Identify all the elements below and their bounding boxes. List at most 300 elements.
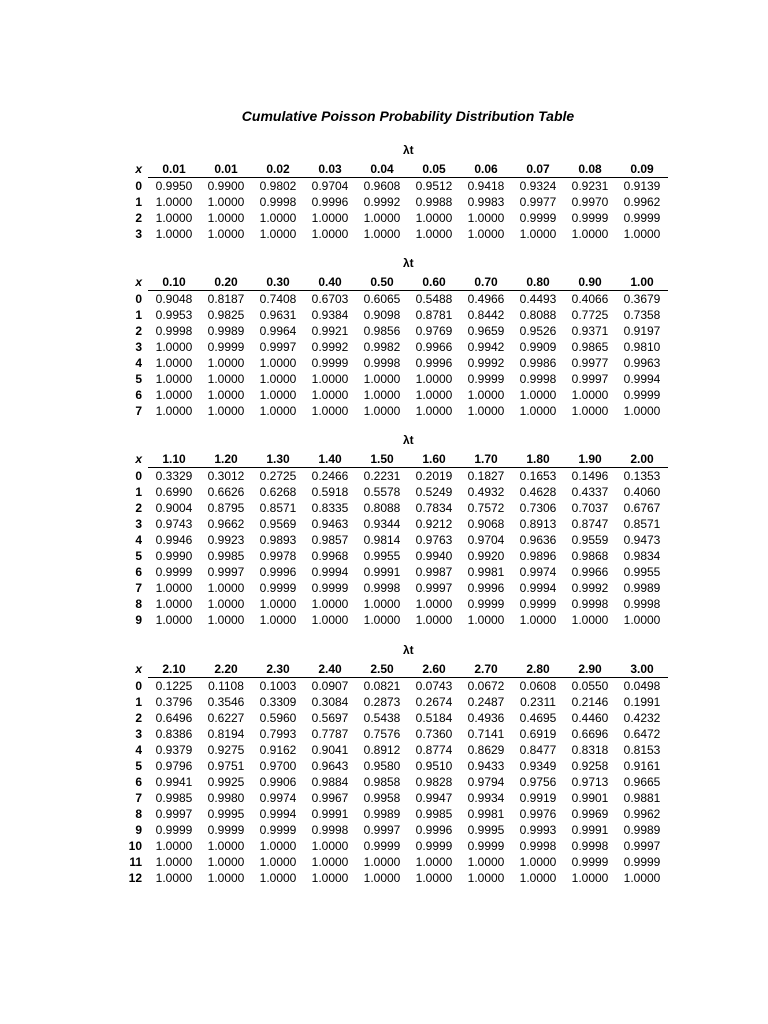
probability-cell: 0.6767 [623,501,661,515]
x-value-cell: 6 [135,775,142,789]
probability-cell: 0.9998 [311,823,349,837]
probability-cell: 0.9713 [571,775,609,789]
probability-cell: 0.9796 [155,759,193,773]
table-row [120,194,668,210]
probability-cell: 0.9989 [207,324,245,338]
probability-cell: 0.8913 [519,517,557,531]
probability-cell: 1.0000 [311,839,349,853]
x-value-cell: 7 [135,581,142,595]
probability-cell: 0.2019 [415,469,453,483]
table-row [120,291,668,308]
probability-cell: 0.9896 [519,549,557,563]
probability-cell: 0.9999 [623,211,661,225]
probability-cell: 0.9970 [571,195,609,209]
probability-cell: 1.0000 [207,404,245,418]
probability-cell: 0.9967 [311,791,349,805]
probability-cell: 1.0000 [311,372,349,386]
table-row [120,612,668,628]
probability-cell: 0.9950 [155,179,193,193]
probability-cell: 0.6990 [155,485,193,499]
probability-cell: 1.0000 [571,404,609,418]
lambda-header-cell: 0.02 [252,161,304,178]
x-value-cell: 3 [135,227,142,241]
lambda-t-label: λt [403,256,414,270]
x-value-cell: 0 [135,178,142,193]
probability-cell: 0.9982 [363,340,401,354]
probability-cell: 0.9962 [623,195,661,209]
lambda-header-cell: 1.90 [564,451,616,468]
table-row [120,210,668,226]
x-value-cell: 3 [135,727,142,741]
probability-cell: 0.9662 [207,517,245,531]
probability-cell: 0.9999 [415,839,453,853]
probability-cell: 0.9934 [467,791,505,805]
probability-cell: 0.5697 [311,711,349,725]
probability-cell: 0.8912 [363,743,401,757]
lambda-header-cell: 1.00 [616,274,668,291]
probability-cell: 1.0000 [155,581,193,595]
lambda-header-cell: 0.01 [200,161,252,178]
probability-cell: 1.0000 [415,211,453,225]
probability-cell: 1.0000 [363,227,401,241]
lambda-header-cell: 1.10 [148,451,200,468]
probability-cell: 0.6227 [207,711,245,725]
probability-cell: 0.8088 [519,308,557,322]
probability-cell: 0.9814 [363,533,401,547]
probability-cell: 1.0000 [519,404,557,418]
probability-cell: 0.9992 [467,356,505,370]
probability-cell: 0.9856 [363,324,401,338]
x-value-cell: 1 [135,308,142,322]
probability-cell: 0.9212 [415,517,453,531]
probability-cell: 0.9901 [571,791,609,805]
probability-cell: 0.9041 [311,743,349,757]
table-row [120,710,668,726]
probability-cell: 0.4932 [467,485,505,499]
lambda-header-cell: 2.40 [304,661,356,678]
probability-cell: 0.7358 [623,308,661,322]
probability-cell: 0.9999 [571,211,609,225]
probability-cell: 0.2146 [571,695,609,709]
probability-cell: 0.9756 [519,775,557,789]
table-row [120,580,668,596]
probability-cell: 0.9997 [415,581,453,595]
table-row [120,403,668,419]
probability-cell: 0.1353 [623,469,661,483]
x-value-cell: 5 [135,759,142,773]
probability-cell: 0.9947 [415,791,453,805]
probability-cell: 0.7141 [467,727,505,741]
lambda-header-cell: 0.07 [512,161,564,178]
probability-cell: 0.9418 [467,179,505,193]
probability-cell: 0.8187 [207,292,245,306]
probability-cell: 0.9955 [363,549,401,563]
probability-cell: 1.0000 [155,404,193,418]
probability-cell: 0.9991 [311,807,349,821]
lambda-header-cell: 3.00 [616,661,668,678]
lambda-t-label: λt [403,433,414,447]
probability-cell: 0.7408 [259,292,297,306]
x-value-cell: 5 [135,549,142,563]
probability-cell: 0.9964 [259,324,297,338]
probability-cell: 0.3084 [311,695,349,709]
probability-cell: 0.9999 [155,823,193,837]
lambda-t-label: λt [403,143,414,157]
probability-cell: 0.4695 [519,711,557,725]
header-row [120,451,668,468]
probability-cell: 0.9977 [519,195,557,209]
probability-cell: 0.1108 [208,679,244,693]
probability-cell: 1.0000 [467,613,505,627]
probability-cell: 1.0000 [311,388,349,402]
probability-cell: 0.9994 [259,807,297,821]
poisson-table [120,661,668,886]
probability-cell: 0.9834 [623,549,661,563]
x-value-cell: 7 [135,791,142,805]
probability-cell: 1.0000 [259,855,297,869]
probability-cell: 0.3796 [155,695,193,709]
probability-cell: 0.6703 [311,292,349,306]
probability-cell: 0.9974 [259,791,297,805]
probability-cell: 0.9998 [155,324,193,338]
table-row [120,822,668,838]
probability-cell: 0.1496 [571,469,609,483]
table-row [120,758,668,774]
probability-cell: 1.0000 [415,227,453,241]
probability-cell: 0.6696 [571,727,609,741]
x-value-cell: 5 [135,372,142,386]
x-value-cell: 0 [135,678,142,693]
probability-cell: 0.9631 [259,308,297,322]
x-value-cell: 3 [135,517,142,531]
probability-cell: 1.0000 [155,855,193,869]
probability-cell: 1.0000 [155,356,193,370]
probability-cell: 0.9810 [623,340,661,354]
probability-cell: 0.9665 [623,775,661,789]
table-row [120,323,668,339]
lambda-header-cell: 1.60 [408,451,460,468]
probability-cell: 0.9997 [623,839,661,853]
probability-cell: 0.9955 [623,565,661,579]
probability-cell: 0.9998 [519,839,557,853]
probability-cell: 1.0000 [571,388,609,402]
probability-cell: 0.8571 [623,517,661,531]
x-value-cell: 12 [128,871,142,885]
probability-cell: 0.9999 [259,581,297,595]
probability-cell: 0.4966 [467,292,505,306]
lambda-header-cell: 0.50 [356,274,408,291]
probability-cell: 1.0000 [623,404,661,418]
lambda-header-cell: 0.04 [356,161,408,178]
probability-cell: 0.9048 [155,292,193,306]
table-row [120,371,668,387]
probability-cell: 0.9700 [259,759,297,773]
probability-cell: 0.2466 [311,469,349,483]
x-value-cell: 0 [135,468,142,483]
x-column-header: x [135,162,142,177]
lambda-header-cell: 1.40 [304,451,356,468]
probability-cell: 1.0000 [415,871,453,885]
lambda-header-cell: 0.08 [564,161,616,178]
table-row [120,516,668,532]
lambda-header-cell: 2.70 [460,661,512,678]
probability-cell: 0.9868 [571,549,609,563]
x-value-cell: 1 [135,695,142,709]
probability-cell: 1.0000 [363,404,401,418]
probability-cell: 0.9978 [259,549,297,563]
probability-cell: 0.9989 [623,581,661,595]
probability-cell: 0.9559 [571,533,609,547]
probability-cell: 1.0000 [207,871,245,885]
lambda-header-cell: 1.80 [512,451,564,468]
probability-cell: 1.0000 [363,871,401,885]
probability-cell: 0.9825 [207,308,245,322]
probability-cell: 0.9997 [259,340,297,354]
lambda-header-cell: 0.01 [148,161,200,178]
table-row [120,387,668,403]
probability-cell: 0.7725 [571,308,609,322]
probability-cell: 0.9999 [311,581,349,595]
probability-cell: 0.9828 [415,775,453,789]
probability-cell: 1.0000 [467,855,505,869]
probability-cell: 0.9998 [363,356,401,370]
probability-cell: 0.6919 [519,727,557,741]
probability-cell: 0.9324 [519,179,557,193]
probability-cell: 1.0000 [207,195,245,209]
probability-cell: 0.1991 [623,695,661,709]
probability-cell: 1.0000 [519,227,557,241]
x-value-cell: 2 [135,501,142,515]
probability-cell: 1.0000 [155,871,193,885]
probability-cell: 0.9977 [571,356,609,370]
probability-cell: 0.9161 [623,759,661,773]
probability-cell: 1.0000 [467,404,505,418]
probability-cell: 0.9995 [207,807,245,821]
probability-cell: 0.3329 [155,469,193,483]
probability-cell: 0.9900 [207,179,245,193]
lambda-header-cell: 0.03 [304,161,356,178]
probability-cell: 0.9981 [467,565,505,579]
probability-cell: 0.9004 [155,501,193,515]
probability-cell: 0.9974 [519,565,557,579]
table-row [120,532,668,548]
probability-cell: 0.4493 [519,292,557,306]
probability-cell: 1.0000 [311,597,349,611]
probability-cell: 1.0000 [571,871,609,885]
probability-cell: 0.4066 [571,292,609,306]
probability-cell: 0.3012 [207,469,245,483]
probability-cell: 0.9986 [519,356,557,370]
probability-cell: 0.9989 [363,807,401,821]
x-value-cell: 6 [135,565,142,579]
probability-cell: 0.9743 [155,517,193,531]
probability-cell: 0.9344 [363,517,401,531]
probability-cell: 1.0000 [311,211,349,225]
probability-cell: 1.0000 [467,871,505,885]
probability-cell: 1.0000 [623,227,661,241]
probability-cell: 1.0000 [363,211,401,225]
table-row [120,838,668,854]
probability-cell: 0.7360 [415,727,453,741]
probability-cell: 0.9997 [207,565,245,579]
probability-cell: 1.0000 [363,388,401,402]
probability-cell: 0.1225 [155,679,193,693]
probability-cell: 0.5438 [363,711,401,725]
probability-cell: 0.9985 [415,807,453,821]
x-value-cell: 2 [135,324,142,338]
probability-cell: 0.1653 [519,469,557,483]
probability-cell: 1.0000 [519,388,557,402]
probability-cell: 1.0000 [311,227,349,241]
probability-cell: 1.0000 [207,388,245,402]
probability-cell: 0.9980 [207,791,245,805]
probability-cell: 0.5918 [311,485,349,499]
probability-cell: 1.0000 [519,855,557,869]
x-value-cell: 4 [135,533,142,547]
probability-cell: 0.9769 [415,324,453,338]
page-title: Cumulative Poisson Probability Distribution Table [241,108,575,124]
probability-cell: 0.7037 [571,501,609,515]
probability-cell: 0.9997 [571,372,609,386]
probability-cell: 0.9998 [623,597,661,611]
probability-cell: 0.9962 [623,807,661,821]
probability-cell: 0.0821 [363,679,401,693]
x-value-cell: 0 [135,291,142,306]
probability-cell: 0.9998 [259,195,297,209]
probability-cell: 0.9993 [519,823,557,837]
probability-cell: 1.0000 [519,871,557,885]
probability-cell: 0.9794 [467,775,505,789]
probability-cell: 0.9659 [467,324,505,338]
probability-cell: 1.0000 [155,211,193,225]
probability-cell: 0.9999 [363,839,401,853]
header-row [120,274,668,291]
probability-cell: 0.9704 [467,533,505,547]
probability-cell: 0.9704 [311,179,349,193]
probability-cell: 0.9994 [623,372,661,386]
probability-cell: 1.0000 [207,581,245,595]
probability-cell: 0.9999 [519,211,557,225]
lambda-header-cell: 2.60 [408,661,460,678]
probability-cell: 1.0000 [467,388,505,402]
x-value-cell: 9 [135,613,142,627]
probability-cell: 0.9946 [155,533,193,547]
poisson-table [120,451,668,628]
x-value-cell: 7 [135,404,142,418]
probability-cell: 0.9636 [519,533,557,547]
probability-cell: 0.6065 [363,292,401,306]
lambda-header-cell: 1.30 [252,451,304,468]
probability-cell: 0.9925 [207,775,245,789]
probability-cell: 0.0608 [519,679,557,693]
lambda-header-cell: 0.10 [148,274,200,291]
lambda-header-cell: 2.10 [148,661,200,678]
probability-cell: 0.9958 [363,791,401,805]
probability-cell: 0.9371 [571,324,609,338]
probability-cell: 0.9512 [415,179,453,193]
probability-cell: 0.9098 [363,308,401,322]
probability-cell: 0.9473 [623,533,661,547]
probability-cell: 1.0000 [415,372,453,386]
probability-cell: 0.9963 [623,356,661,370]
x-value-cell: 2 [135,711,142,725]
probability-cell: 0.8194 [207,727,245,741]
table-row [120,500,668,516]
probability-cell: 0.0743 [415,679,453,693]
probability-cell: 0.9983 [467,195,505,209]
lambda-header-cell: 0.40 [304,274,356,291]
probability-cell: 0.9068 [467,517,505,531]
table-row [120,790,668,806]
probability-cell: 1.0000 [415,613,453,627]
probability-cell: 1.0000 [259,356,297,370]
probability-cell: 0.9996 [467,581,505,595]
probability-cell: 1.0000 [259,613,297,627]
probability-cell: 0.9968 [311,549,349,563]
probability-cell: 1.0000 [259,404,297,418]
probability-cell: 1.0000 [259,372,297,386]
probability-cell: 0.9999 [623,388,661,402]
lambda-header-cell: 1.70 [460,451,512,468]
probability-cell: 0.9941 [155,775,193,789]
x-column-header: x [135,452,142,467]
table-row [120,564,668,580]
probability-cell: 1.0000 [155,372,193,386]
probability-cell: 1.0000 [259,227,297,241]
probability-cell: 1.0000 [259,388,297,402]
probability-cell: 0.9985 [207,549,245,563]
table-row [120,870,668,886]
probability-cell: 0.9893 [259,533,297,547]
probability-cell: 0.7572 [467,501,505,515]
lambda-header-cell: 0.90 [564,274,616,291]
probability-cell: 1.0000 [155,597,193,611]
probability-cell: 0.4232 [623,711,661,725]
probability-cell: 0.3679 [623,292,661,306]
lambda-header-cell: 0.70 [460,274,512,291]
probability-cell: 0.6626 [207,485,245,499]
probability-cell: 0.9995 [467,823,505,837]
probability-cell: 1.0000 [415,388,453,402]
x-value-cell: 6 [135,388,142,402]
probability-cell: 0.0550 [571,679,609,693]
probability-cell: 0.1003 [259,679,297,693]
x-value-cell: 4 [135,356,142,370]
lambda-header-cell: 0.60 [408,274,460,291]
probability-cell: 0.3309 [259,695,297,709]
probability-cell: 0.9985 [155,791,193,805]
probability-cell: 0.9763 [415,533,453,547]
probability-cell: 0.9999 [623,855,661,869]
lambda-header-cell: 2.90 [564,661,616,678]
probability-cell: 0.9349 [519,759,557,773]
probability-cell: 1.0000 [207,597,245,611]
probability-cell: 0.8781 [415,308,453,322]
lambda-header-cell: 0.09 [616,161,668,178]
probability-cell: 0.9999 [259,823,297,837]
probability-cell: 1.0000 [155,388,193,402]
probability-cell: 0.0907 [311,679,349,693]
probability-cell: 1.0000 [623,871,661,885]
table-row [120,339,668,355]
probability-cell: 0.9865 [571,340,609,354]
probability-cell: 0.8477 [519,743,557,757]
poisson-table [120,161,668,242]
x-value-cell: 2 [135,211,142,225]
probability-cell: 0.9999 [467,597,505,611]
probability-cell: 0.4460 [571,711,609,725]
x-value-cell: 1 [135,195,142,209]
